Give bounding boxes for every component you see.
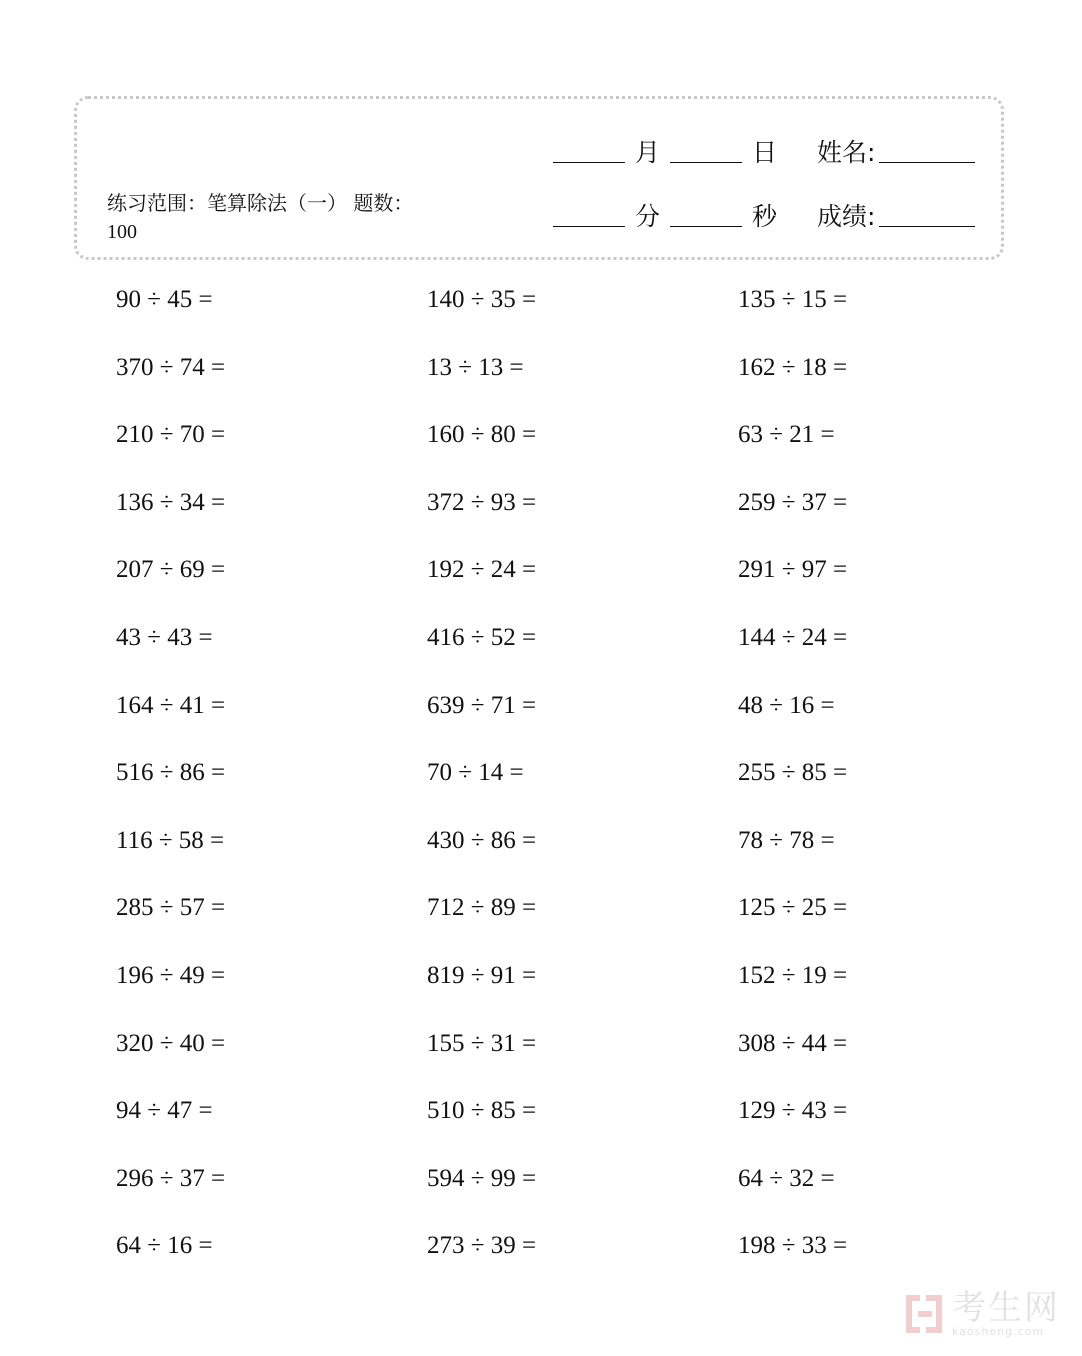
kaosheng-logo-icon: [904, 1291, 944, 1337]
division-problem: 90 ÷ 45 =: [116, 286, 213, 313]
division-problem: 164 ÷ 41 =: [116, 691, 226, 719]
time-score-row: [553, 193, 975, 233]
division-problem: 259 ÷ 37 =: [738, 488, 848, 516]
division-problem: 594 ÷ 99 =: [427, 1164, 537, 1192]
division-problem: 210 ÷ 70 =: [116, 421, 226, 449]
practice-scope: [107, 189, 417, 246]
header-box: [74, 96, 1004, 260]
month-label: 月: [635, 138, 661, 167]
division-problem: 155 ÷ 31 =: [427, 1029, 537, 1057]
division-problem: 416 ÷ 52 =: [427, 623, 537, 651]
name-label: 姓名:: [817, 138, 876, 167]
division-problem: 198 ÷ 33 =: [738, 1232, 848, 1260]
minute-blank[interactable]: [553, 226, 625, 227]
division-problem: 129 ÷ 43 =: [738, 1097, 848, 1125]
score-label: 成绩:: [817, 202, 876, 231]
division-problem: 64 ÷ 16 =: [116, 1232, 213, 1260]
watermark-url: kaosheng.com: [952, 1325, 1045, 1338]
division-problem: 136 ÷ 34 =: [116, 488, 226, 516]
scope-label: 练习范围：笔算除法（一）: [107, 191, 347, 215]
division-problem: 320 ÷ 40 =: [116, 1029, 226, 1057]
division-problem: 78 ÷ 78 =: [738, 826, 835, 854]
division-problem: 43 ÷ 43 =: [116, 623, 213, 651]
division-problem: 13 ÷ 13 =: [427, 353, 524, 381]
division-problem: 308 ÷ 44 =: [738, 1029, 848, 1057]
division-problem: 372 ÷ 93 =: [427, 488, 537, 516]
division-problem: 207 ÷ 69 =: [116, 556, 226, 584]
division-problem: 285 ÷ 57 =: [116, 894, 226, 922]
division-problem: 516 ÷ 86 =: [116, 759, 226, 787]
division-problem: 162 ÷ 18 =: [738, 353, 848, 381]
division-problem: 160 ÷ 80 =: [427, 421, 537, 449]
division-problem: 273 ÷ 39 =: [427, 1232, 537, 1260]
division-problem: 135 ÷ 15 =: [738, 286, 848, 313]
division-problem: 296 ÷ 37 =: [116, 1164, 226, 1192]
division-problem: 63 ÷ 21 =: [738, 421, 835, 449]
division-problem: 639 ÷ 71 =: [427, 691, 537, 719]
problem-grid: [116, 280, 1016, 1294]
second-blank[interactable]: [670, 226, 742, 227]
division-problem: 125 ÷ 25 =: [738, 894, 848, 922]
watermark-name: 考生网: [952, 1288, 1060, 1328]
division-problem: 370 ÷ 74 =: [116, 353, 226, 381]
count-value: 100: [107, 221, 137, 243]
division-problem: 70 ÷ 14 =: [427, 759, 524, 787]
division-problem: 510 ÷ 85 =: [427, 1097, 537, 1125]
watermark: [904, 1290, 1060, 1338]
division-problem: 291 ÷ 97 =: [738, 556, 848, 584]
division-problem: 255 ÷ 85 =: [738, 759, 848, 787]
day-label: 日: [752, 138, 778, 167]
second-label: 秒: [752, 202, 778, 231]
score-blank[interactable]: [879, 226, 975, 227]
name-blank[interactable]: [879, 162, 975, 163]
count-label: 题数：: [353, 191, 414, 215]
division-problem: 192 ÷ 24 =: [427, 556, 537, 584]
division-problem: 144 ÷ 24 =: [738, 623, 848, 651]
day-blank[interactable]: [670, 162, 742, 163]
date-name-row: [553, 129, 975, 169]
division-problem: 64 ÷ 32 =: [738, 1164, 835, 1192]
division-problem: 116 ÷ 58 =: [116, 826, 225, 854]
division-problem: 430 ÷ 86 =: [427, 826, 537, 854]
division-problem: 140 ÷ 35 =: [427, 286, 537, 313]
division-problem: 196 ÷ 49 =: [116, 961, 226, 989]
month-blank[interactable]: [553, 162, 625, 163]
division-problem: 94 ÷ 47 =: [116, 1097, 213, 1125]
division-problem: 152 ÷ 19 =: [738, 961, 848, 989]
minute-label: 分: [635, 202, 661, 231]
division-problem: 712 ÷ 89 =: [427, 894, 537, 922]
division-problem: 48 ÷ 16 =: [738, 691, 835, 719]
division-problem: 819 ÷ 91 =: [427, 961, 537, 989]
